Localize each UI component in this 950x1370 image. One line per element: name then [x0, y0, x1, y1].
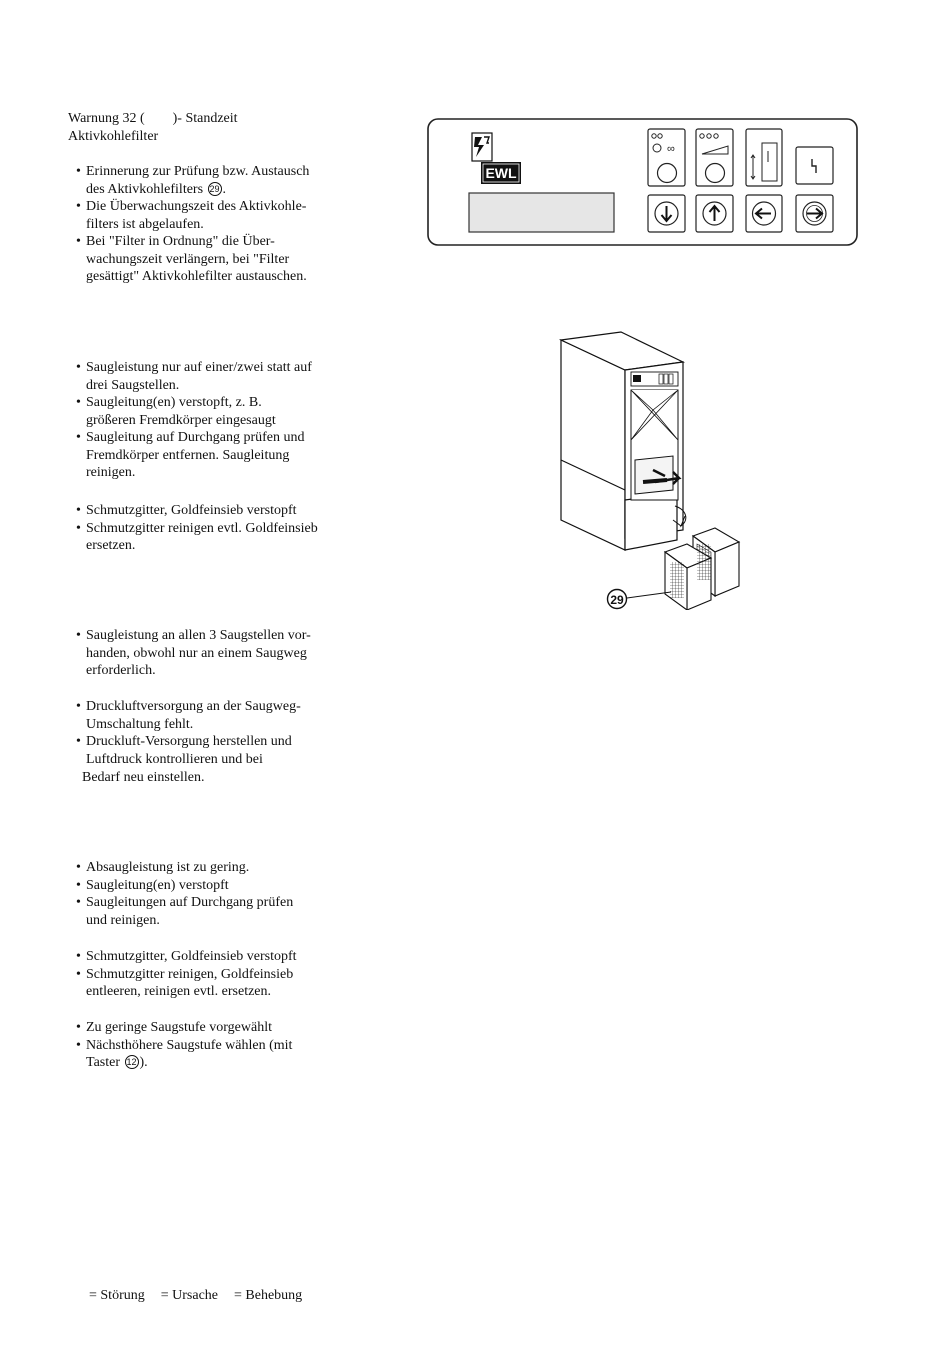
list-line: • Erinnerung zur Prüfung bzw. Austausch	[86, 164, 310, 179]
list-line: • Saugleitung(en) verstopft, z. B.	[86, 395, 262, 410]
list-line: Taster	[86, 1055, 121, 1070]
legend-ursache: = Ursache	[160, 1287, 218, 1303]
list-line: Fremdkörper entfernen. Saugleitung	[86, 447, 290, 463]
list-line: des Aktivkohlefilters	[86, 181, 204, 197]
arrow-left-key	[746, 195, 782, 232]
arrow-up-key	[696, 195, 733, 232]
section3-list-b	[76, 698, 346, 768]
list-line: • Druckluft-Versorgung herstellen und	[86, 734, 292, 749]
list-item	[76, 877, 346, 895]
list-line-suffix: .	[222, 181, 227, 197]
list-item	[76, 859, 346, 877]
svg-text:∞: ∞	[667, 143, 675, 155]
list-item	[76, 359, 346, 394]
list-item	[76, 520, 346, 555]
list-line: • Schmutzgitter, Goldfeinsieb verstopft	[86, 949, 297, 964]
list-item	[76, 627, 346, 680]
list-line: • Druckluftversorgung an der Saugweg-	[86, 699, 301, 714]
warning-list	[76, 163, 346, 286]
list-item	[76, 894, 346, 929]
section4-list-b	[76, 948, 346, 1001]
list-line: und reinigen.	[86, 912, 160, 928]
ewl-badge	[481, 162, 521, 184]
list-item	[76, 966, 346, 1001]
list-line: filters ist abgelaufen.	[86, 216, 204, 232]
ewl-label: EWL	[485, 165, 517, 181]
list-item	[76, 1019, 346, 1037]
arrow-right-key	[796, 195, 833, 232]
list-line: handen, obwohl nur an einem Saugweg	[86, 645, 307, 661]
list-item	[76, 733, 346, 768]
list-line: • Schmutzgitter reinigen, Goldfeinsieb	[86, 966, 294, 982]
warning-title-line2: Aktivkohlefilter	[68, 128, 159, 144]
warning-heading	[68, 110, 298, 145]
section2-list	[76, 359, 346, 482]
list-line: • Bei "Filter in Ordnung" die Über-	[86, 234, 275, 249]
section4-list	[76, 859, 346, 929]
legend-behebung: = Behebung	[234, 1287, 303, 1303]
list-line: • Saugleitungen auf Durchgang prüfen	[86, 895, 294, 910]
legend	[82, 1269, 318, 1304]
list-line-suffix: ).	[139, 1055, 148, 1070]
section3-list	[76, 627, 346, 680]
list-line: • Saugleitung auf Durchgang prüfen und	[86, 430, 305, 445]
list-item	[76, 198, 346, 233]
list-line: gesättigt" Aktivkohlefilter austauschen.	[86, 269, 307, 284]
list-item	[76, 502, 346, 520]
section2-list-b	[76, 502, 346, 555]
reference-number: 12	[126, 1057, 137, 1067]
list-item	[76, 948, 346, 966]
list-line: • Die Überwachungszeit des Aktivkohle-	[86, 199, 307, 214]
list-line: • Schmutzgitter, Goldfeinsieb verstopft	[86, 503, 297, 518]
list-line: reinigen.	[86, 465, 136, 480]
list-line: Umschaltung fehlt.	[86, 716, 194, 732]
list-item	[76, 394, 346, 429]
list-line: Luftdruck kontrollieren und bei	[86, 751, 263, 767]
list-line: ersetzen.	[86, 538, 136, 553]
trailing-line: Bedarf neu einstellen.	[82, 770, 205, 785]
list-line: wachungszeit verlängern, bei "Filter	[86, 251, 290, 267]
list-item	[76, 429, 346, 482]
device-filter-illustration	[555, 330, 750, 610]
reference-number: 29	[209, 183, 220, 194]
power-key	[648, 129, 685, 186]
list-line: entleeren, reinigen evtl. ersetzen.	[86, 984, 272, 999]
list-line: • Nächsthöhere Saugstufe wählen (mit	[86, 1037, 293, 1053]
panel-display	[469, 193, 614, 232]
suction-level-key	[696, 129, 733, 186]
filter-compartment	[631, 390, 678, 500]
list-line: erforderlich.	[86, 663, 156, 678]
list-item	[76, 163, 346, 198]
legend-stoerung: = Störung	[89, 1287, 145, 1303]
list-line: • Saugleistung an allen 3 Saugstellen vor-	[86, 628, 311, 643]
list-line: größeren Fremdkörper eingesaugt	[86, 412, 276, 428]
list-line: • Saugleitung(en) verstopft	[86, 877, 229, 893]
arrow-down-key	[648, 195, 685, 232]
list-line: drei Saugstellen.	[86, 377, 180, 393]
list-item	[76, 233, 346, 286]
suction-path-key	[746, 129, 782, 186]
list-line: • Schmutzgitter reinigen evtl. Goldfeinsieb	[86, 520, 318, 536]
list-line: • Saugleistung nur auf einer/zwei statt auf	[86, 360, 312, 375]
fault-key	[796, 147, 833, 184]
section4-list-c	[76, 1019, 346, 1072]
callout-number: 29	[610, 593, 624, 607]
list-item	[76, 1037, 346, 1072]
list-item	[76, 698, 346, 733]
control-panel-illustration	[426, 117, 860, 249]
list-line: • Zu geringe Saugstufe vorgewählt	[86, 1020, 272, 1035]
filter-warning-icon	[472, 133, 492, 161]
callout-line	[627, 592, 671, 598]
list-line: • Absaugleistung ist zu gering.	[86, 860, 250, 875]
warning-title-line1: Warnung 32 ( )- Standzeit	[68, 111, 238, 126]
mini-panel-indicator	[633, 375, 641, 382]
